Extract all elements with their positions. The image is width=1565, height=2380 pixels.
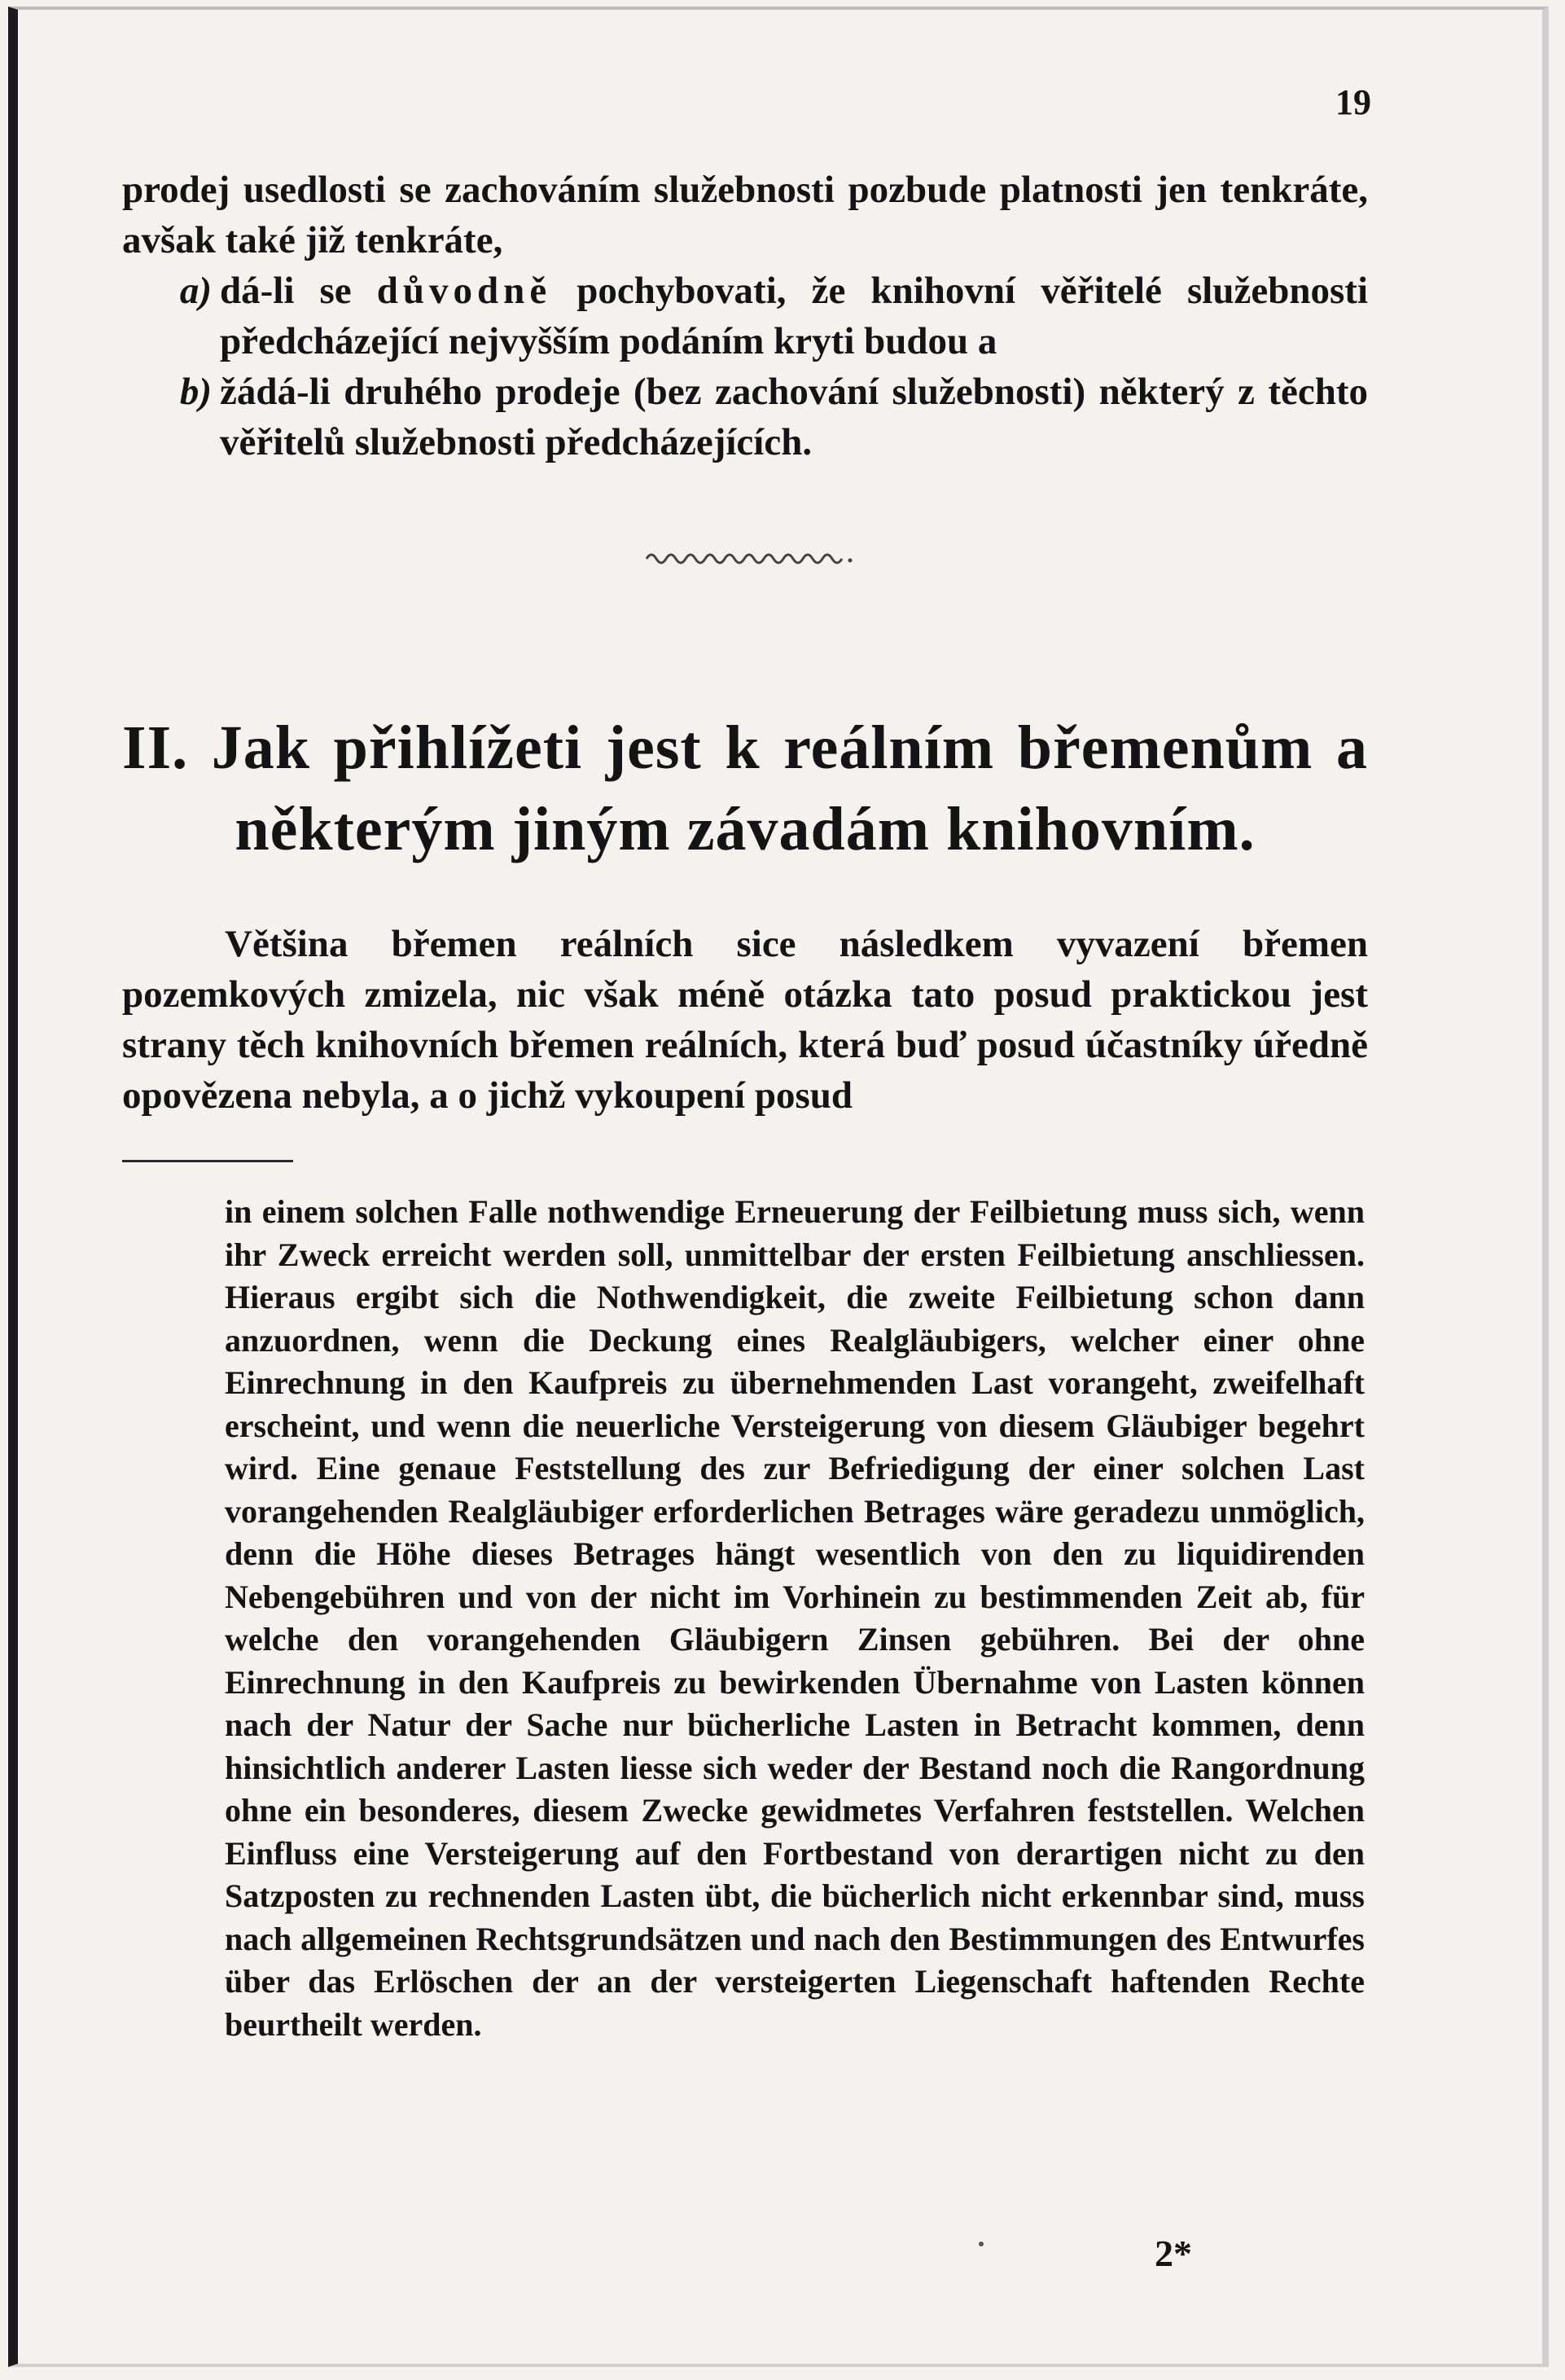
intro-lead: prodej usedlosti se zachováním služebnosti pozbude platnosti jen tenkráte, avšak také již tenkráte, <box>122 169 1368 261</box>
footnote-divider <box>122 1160 293 1162</box>
section-heading: II. Jak přihlížeti jest k reálním břemenům a některým jiným závadám knihovním. <box>122 714 1368 863</box>
list-text-b: žádá-li druhého prodeje (bez zachování služebnosti) některý z těchto věřitelů služebnosti předcházejících. <box>220 371 1368 463</box>
list-text-a-after: pochybovati, že knihovní věřitelé služebnosti předcházející nejvyšším podáním kryti budou a <box>220 270 1368 362</box>
list-marker-b: b) <box>179 371 212 413</box>
list-marker-a: a) <box>179 270 212 312</box>
list-text-a <box>220 266 1368 367</box>
wavy-ornament <box>643 541 855 573</box>
intro-paragraph <box>122 165 1368 468</box>
signature-mark: 2* <box>1155 2233 1192 2274</box>
list-text-a-before: dá-li se <box>220 270 377 312</box>
main-paragraph <box>122 919 1368 1121</box>
page-number: 19 <box>1335 82 1371 122</box>
emphasis-spaced: důvodně <box>376 270 552 312</box>
ink-speck <box>979 2242 984 2246</box>
footnote: in einem solchen Falle nothwendige Erneuerung der Feilbietung muss sich, wenn ihr Zweck erreicht werden soll, unmittelbar der ersten Feilbietung anschliessen. Hieraus ergibt sich die Nothwendigkeit, die zweite Feilbietung schon dann anzuordnen, wenn die Deckung eines Realgläubigers, welcher einer ohne Einrechnung in den Kaufpreis zu übernehmenden Last vorangeht, zweifelhaft erscheint, und wenn die neuerliche Versteigerung von diesem Gläubiger begehrt wird. Eine genaue Feststellung des zur Befriedigung der einer solchen Last vorangehenden Realgläubiger erforderlichen Betrages wäre geradezu unmöglich, denn die Höhe dieses Betrages hängt wesentlich von den zu liquidirenden Nebengebühren und von der nicht im Vorhinein zu bestimmenden Zeit ab, für welche den vorangehenden Gläubigern Zinsen gebühren. Bei der ohne Einrechnung in den Kaufpreis zu bewirkenden Übernahme von Lasten können nach der Natur der Sache nur bücherliche Lasten in Betracht kommen, denn hinsichtlich anderer Lasten liesse sich weder der Bestand noch die Rangordnung ohne ein besonderes, diesem Zwecke gewidmetes Verfahren feststellen. Welchen Einfluss eine Versteigerung auf den Fortbestand von derartigen nicht zu den Satzposten zu rechnenden Lasten übt, die bücherlich nicht erkennbar sind, muss nach allgemeinen Rechtsgrundsätzen und nach den Bestimmungen des Entwurfes über das Erlöschen der an der versteigerten Liegenschaft haftenden Rechte beurtheilt werden. <box>225 1193 1365 2043</box>
list-item-b <box>122 367 1368 468</box>
main-paragraph-text: Většina břemen reálních sice následkem vyvazení břemen pozemkových zmizela, nic však méně otázka tato posud praktickou jest strany těch knihovních břemen reálních, která buď posud účastníky úředně opovězena nebyla, a o jichž vykoupení posud <box>122 923 1368 1117</box>
list-item-a <box>122 266 1368 367</box>
